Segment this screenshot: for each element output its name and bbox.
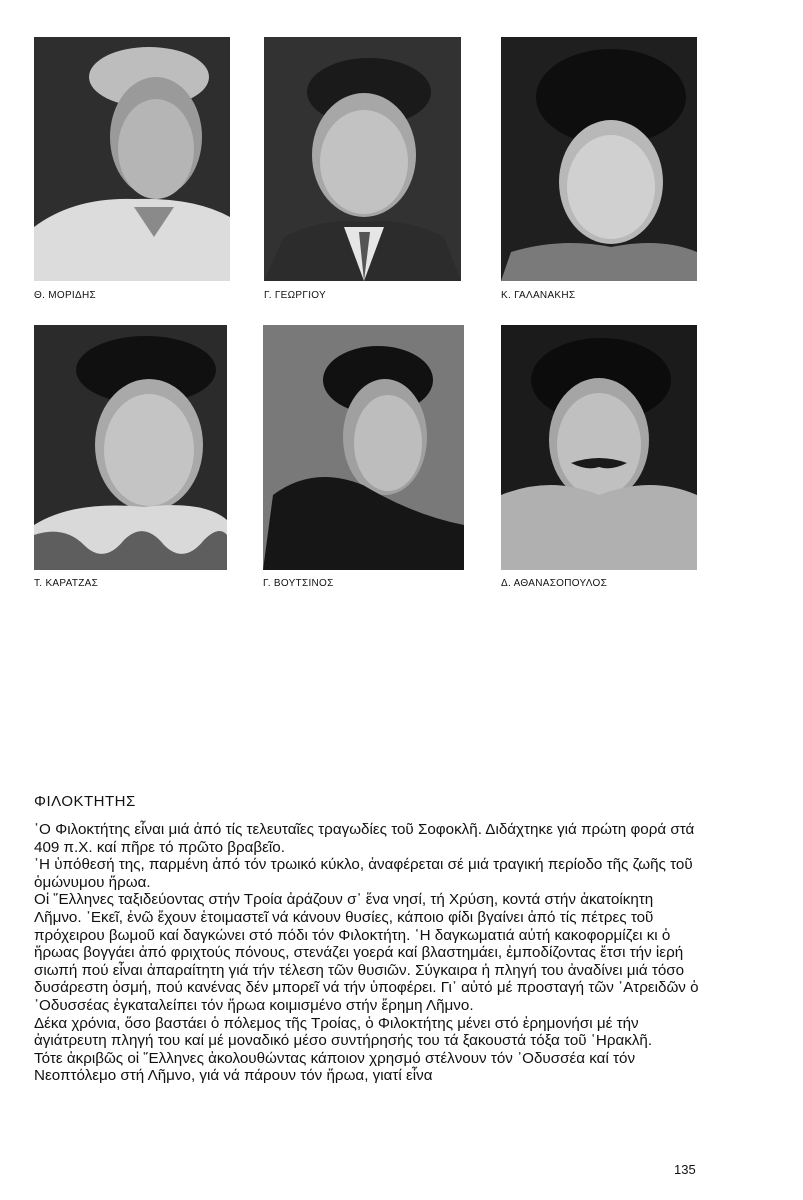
- page-number: 135: [674, 1162, 696, 1177]
- caption-voutsinos: Γ. ΒΟΥΤΣΙΝΟΣ: [263, 578, 334, 589]
- paragraph: Δέκα χρόνια, ὅσο βαστάει ὁ πόλεμος τῆς Τροίας, ὁ Φιλοκτήτης μένει στό ἐρημονήσι μέ τήν ἀγιάτρευτη πληγή του καί μέ μοναδικό μέσο συντήρησής του τά ξακουστά τόξα τοῦ ῾Ηρακλῆ.: [34, 1014, 653, 1050]
- portrait-photo-athanasopoulos: [501, 325, 697, 570]
- caption-galanakis: Κ. ΓΑΛΑΝΑΚΗΣ: [501, 290, 576, 301]
- paragraph: ῾Η ὑπόθεσή της, παρμένη ἀπό τόν τρωικό κύκλο, ἀναφέρεται σέ μιά τραγική περίοδο τῆς ζωῆς τοῦ ὁμώνυμου ἥρωα.: [34, 856, 693, 891]
- paragraph: ῾Ο Φιλοκτήτης εἶναι μιά ἀπό τίς τελευταῖες τραγωδίες τοῦ Σοφοκλῆ. Διδάχτηκε γιά πρώτη φορά στά 409 π.Χ. καί πῆρε τό πρῶτο βραβεῖο.: [34, 821, 695, 856]
- paragraph: Οἱ ῞Ελληνες ταξιδεύοντας στήν Τροία ἀράζουν σ᾿ ἕνα νησί, τή Χρύση, κοντά στήν ἀκατοίκητη Λῆμνο. ᾿Εκεῖ, ἐνῶ ἔχουν ἑτοιμαστεῖ νά κάνουν θυσίες, κάποιο φίδι βγαίνει ἀπό τίς πέτρες τοῦ πρόχειρου βωμοῦ καί δαγκώνει στό πόδι τόν Φιλοκτήτη. ῾Η δαγκωματιά αὐτή κακοφορμίζει κι ὁ ἥρωας βογγάει ἀπό φριχτούς πόνους, στενάζει γοερά καί βλαστημάει, ἐμποδίζοντας ἔτσι τήν ἱερή σιωπή πού εἶναι ἀπαραίτητη γιά τήν τέλεση τῶν θυσιῶν. Σύγκαιρα ἡ πληγή του ἀναδίνει μιά τόσο δυσάρεστη ὀσμή, πού κανένας δέν μπορεῖ νά τήν ὑποφέρει. Γι᾿ αὐτό μέ προσταγή τῶν ᾿Ατρειδῶν ὁ ᾿Οδυσσέας ἐγκαταλείπει τόν ἥρωα κοιμισμένο στήν ἔρημη Λῆμνο.: [34, 891, 699, 1014]
- caption-athanasopoulos: Δ. ΑΘΑΝΑΣΟΠΟΥΛΟΣ: [501, 578, 608, 589]
- article-body: [34, 821, 704, 1085]
- portrait-photo-georgiou: [264, 37, 461, 281]
- portrait-photo-karatzas: [34, 325, 227, 570]
- portrait-photo-galanakis: [501, 37, 697, 281]
- caption-moridis: Θ. ΜΟΡΙΔΗΣ: [34, 290, 96, 301]
- paragraph: Τότε ἀκριβῶς οἱ ῞Ελληνες ἀκολουθώντας κάποιον χρησμό στέλνουν τόν ᾿Οδυσσέα καί τόν Νεοπτόλεμο στή Λῆμνο, γιά νά πάρουν τόν ἥρωα, γιατί εἶνα: [34, 1049, 636, 1085]
- portrait-photo-voutsinos: [263, 325, 464, 570]
- section-title: ΦΙΛΟΚΤΗΤΗΣ: [34, 793, 136, 810]
- portrait-photo-moridis: [34, 37, 230, 281]
- caption-georgiou: Γ. ΓΕΩΡΓΙΟΥ: [264, 290, 327, 301]
- caption-karatzas: Τ. ΚΑΡΑΤΖΑΣ: [34, 578, 99, 589]
